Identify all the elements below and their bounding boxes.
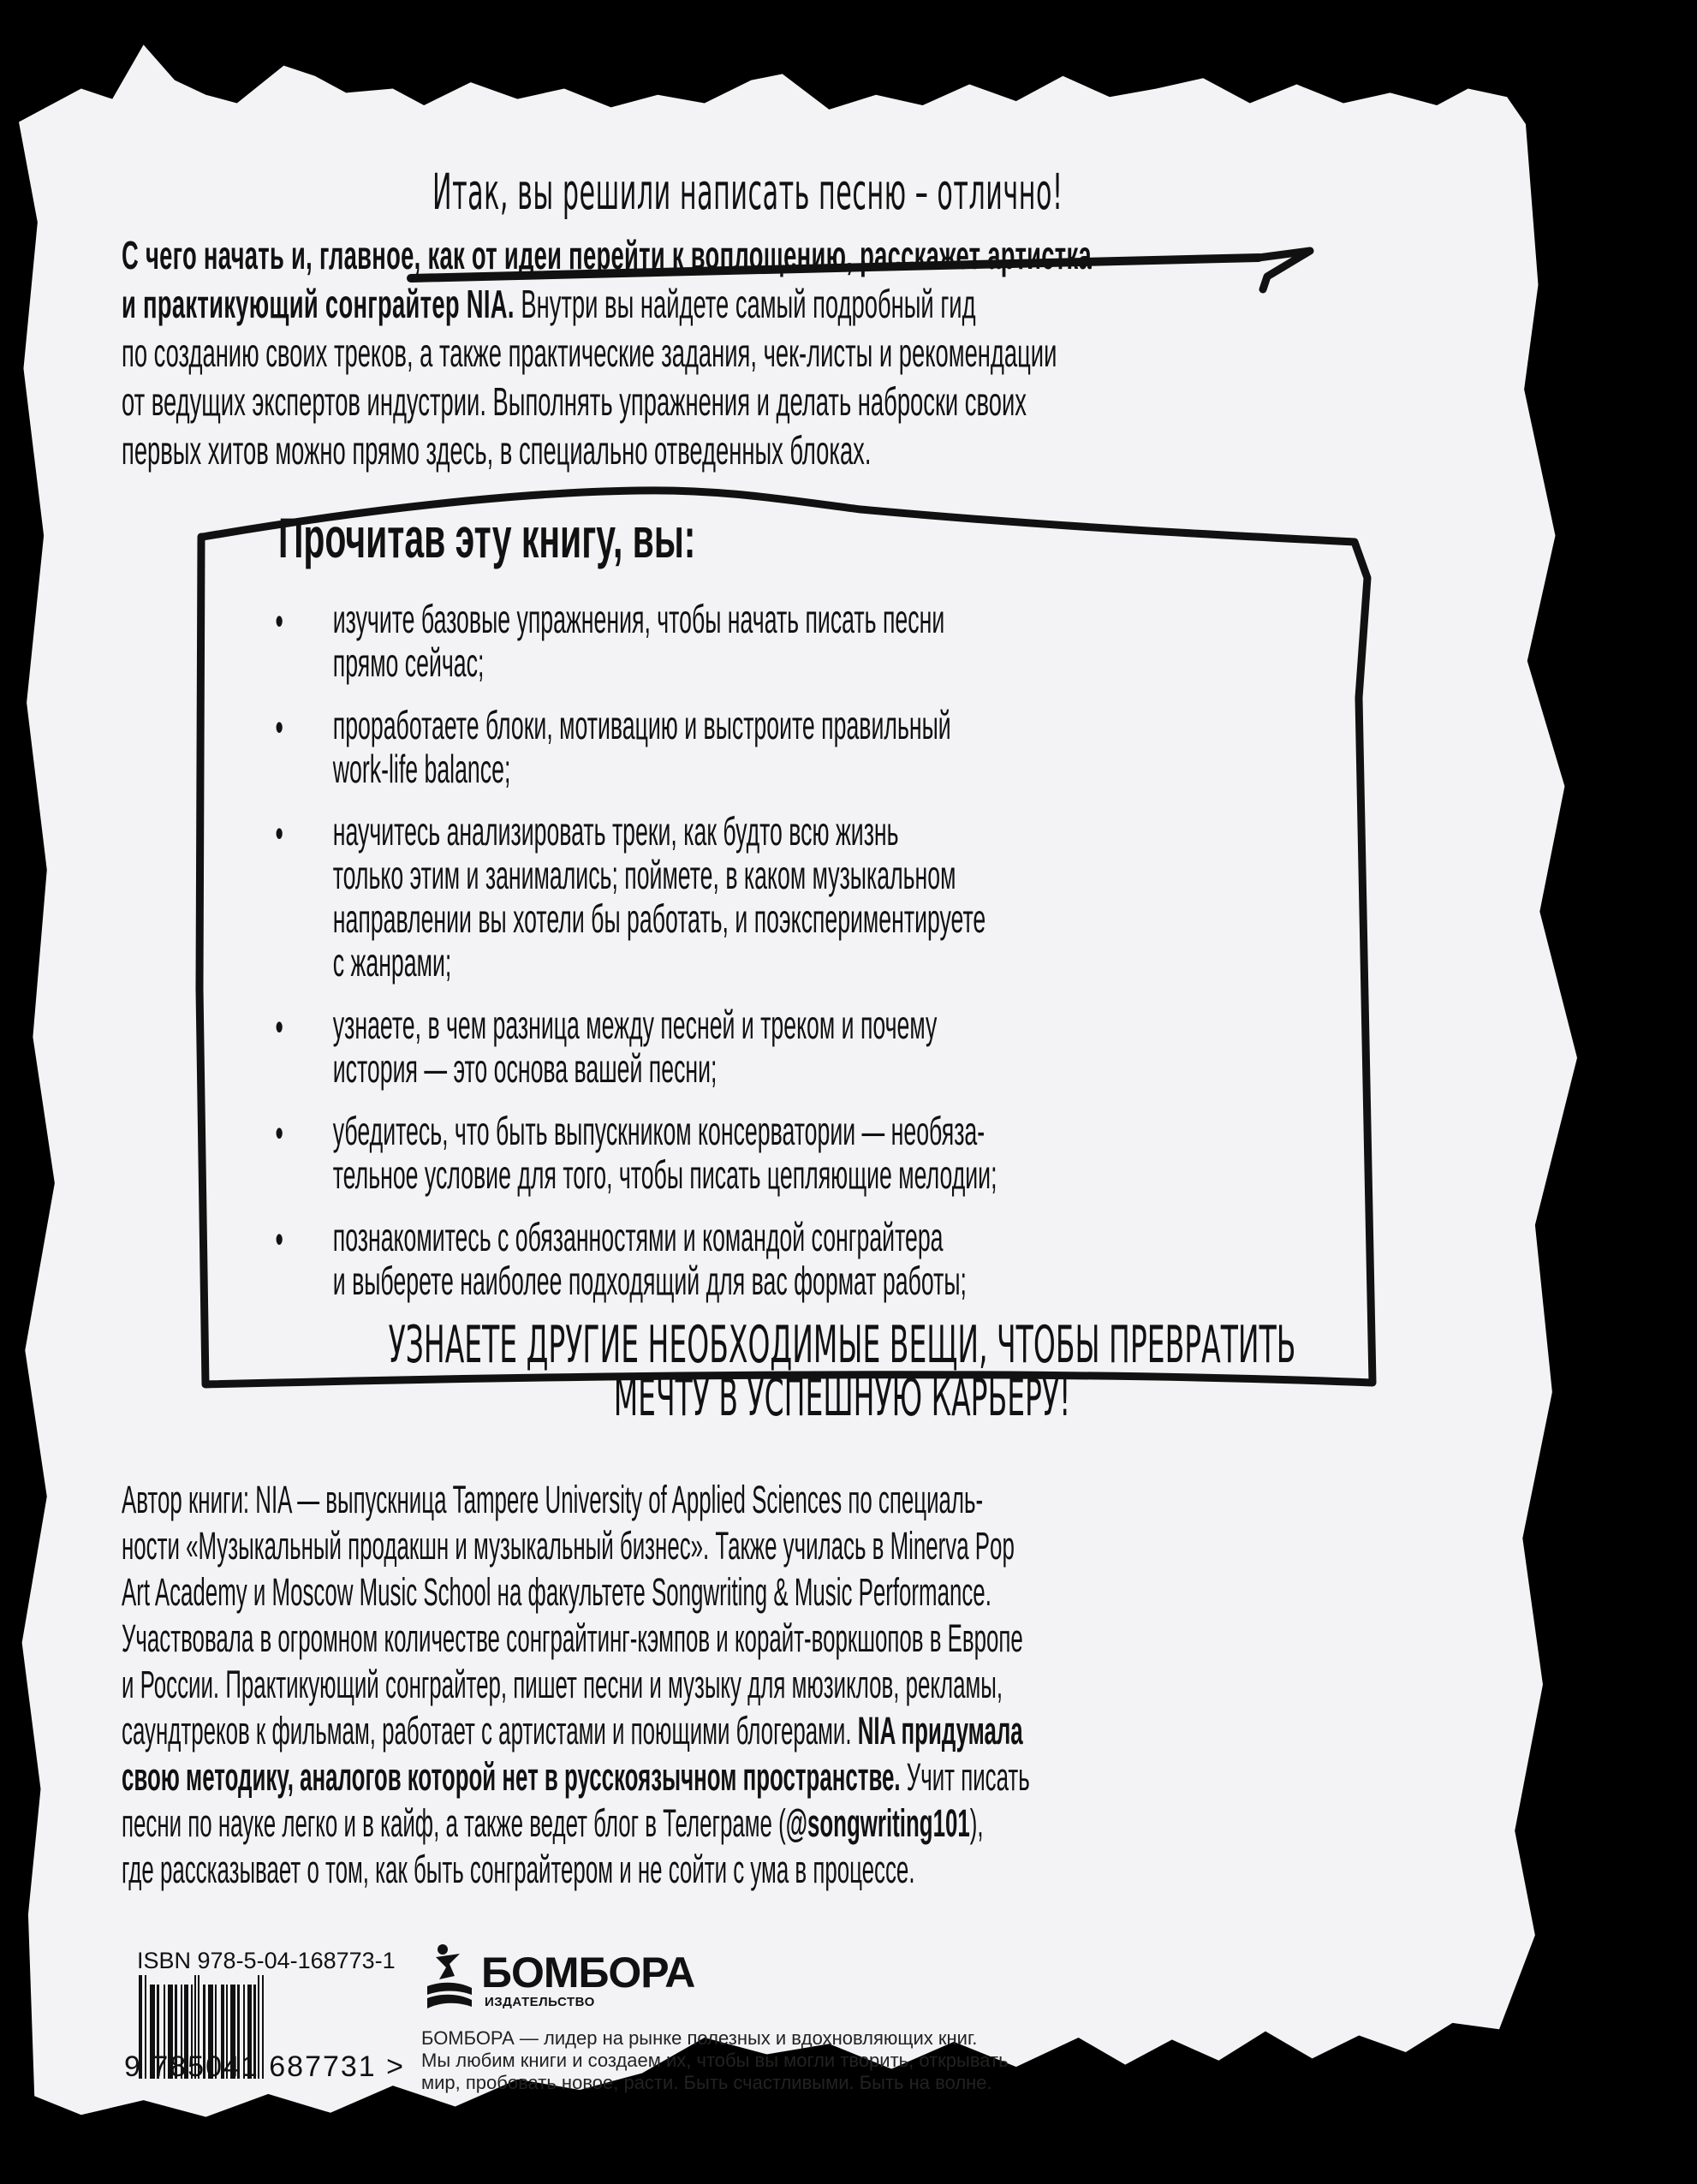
- list-item: • проработаете блоки, мотивацию и выстроите правильный work-life balance;: [275, 703, 951, 791]
- publisher-description: БОМБОРА — лидер на рынке полезных и вдохновляющих книг. Мы любим книги и создаем их, чтобы вы могли творить, открывать мир, пробовать новое, расти. Быть счастливыми. Быть на волне.: [421, 2027, 1009, 2093]
- list-item: • научитесь анализировать треки, как будто всю жизнь только этим и занимались; поймете, в каком музыкальном направлении вы хотели бы работать, и поэкспериментируете с жанрами;: [275, 809, 986, 985]
- bullet-icon: •: [275, 1004, 283, 1049]
- intro-bold-line-2: и практикующий сонграйтер NIA.: [122, 282, 515, 326]
- intro-bold-line-1: С чего начать и, главное, как от идеи перейти к воплощению, расскажет артистка: [122, 233, 1093, 277]
- intro-line-3: по созданию своих треков, а также практические задания, чек-листы и рекомендации: [122, 330, 1057, 375]
- list-item: • узнаете, в чем разница между песней и треком и почему история — это основа вашей песни;: [275, 1003, 938, 1091]
- isbn-label: ISBN 978-5-04-168773-1: [137, 1948, 396, 1973]
- intro-line-4: от ведущих экспертов индустрии. Выполнять упражнения и делать наброски своих: [122, 379, 1027, 424]
- publisher-subtitle: ИЗДАТЕЛЬСТВО: [485, 1995, 595, 2009]
- page-title: Итак, вы решили написать песню – отлично!: [432, 163, 1063, 221]
- box-heading: Прочитав эту книгу, вы:: [278, 506, 696, 569]
- bullet-icon: •: [275, 811, 283, 855]
- telegram-handle-link[interactable]: @songwriting101: [785, 1801, 970, 1845]
- author-bold-claim-2: свою методику, аналогов которой нет в русскоязычном пространстве.: [122, 1755, 901, 1799]
- bullet-icon: •: [275, 705, 283, 749]
- intro-line-2-rest: Внутри вы найдете самый подробный гид: [514, 282, 976, 326]
- bullet-icon: •: [275, 598, 283, 643]
- list-item: • познакомитесь с обязанностями и командой сонграйтера и выберете наиболее подходящий для вас формат работы;: [275, 1215, 967, 1303]
- publisher-name: БОМБОРА: [481, 1949, 695, 1997]
- intro-line-5: первых хитов можно прямо здесь, в специально отведенных блоках.: [122, 428, 872, 473]
- bullet-icon: •: [275, 1217, 283, 1261]
- benefits-list: [272, 598, 1464, 1322]
- barcode-digits: 9 785041 687731 >: [124, 2050, 406, 2083]
- list-item: • убедитесь, что быть выпускником консерватории — необяза- тельное условие для того, чтобы писать цепляющие мелодии;: [275, 1109, 997, 1197]
- author-bio: Автор книги: NIA — выпускница Tampere University of Applied Sciences по специаль- ности «Музыкальный продакшн и музыкальный бизнес». Также училась в Minerva Pop Art Academy и Moscow Music School на факультете Songwriting & Music Performance. Участвовала в огромном количестве сонграйтинг-кэмпов и корайт-воркшопов в Европе и России. Практикующий сонграйтер, пишет песни и музыку для мюзиклов, рекламы, саундтреков к фильмам, работает с артистами и поющими блогерами. NIA придумала свою методику, аналогов которой нет в русскоязычном пространстве. Учит писать песни по науке легко и в кайф, а также ведет блог в Телеграме (@songwriting101), где рассказывает о том, как быть сонграйтером и не сойти с ума в процессе.: [122, 1478, 1030, 1891]
- box-closing-statement: УЗНАЕТЕ ДРУГИЕ НЕОБХОДИМЫЕ ВЕЩИ, ЧТОБЫ ПРЕВРАТИТЬ МЕЧТУ В УСПЕШНУЮ КАРЬЕРУ!: [388, 1315, 1296, 1428]
- author-bold-claim-1: NIA придумала: [857, 1709, 1023, 1753]
- bombora-logo-icon: [424, 1942, 475, 2014]
- intro-paragraph: [122, 231, 1548, 475]
- bullet-icon: •: [275, 1110, 283, 1155]
- list-item: • изучите базовые упражнения, чтобы начать писать песни прямо сейчас;: [275, 597, 945, 685]
